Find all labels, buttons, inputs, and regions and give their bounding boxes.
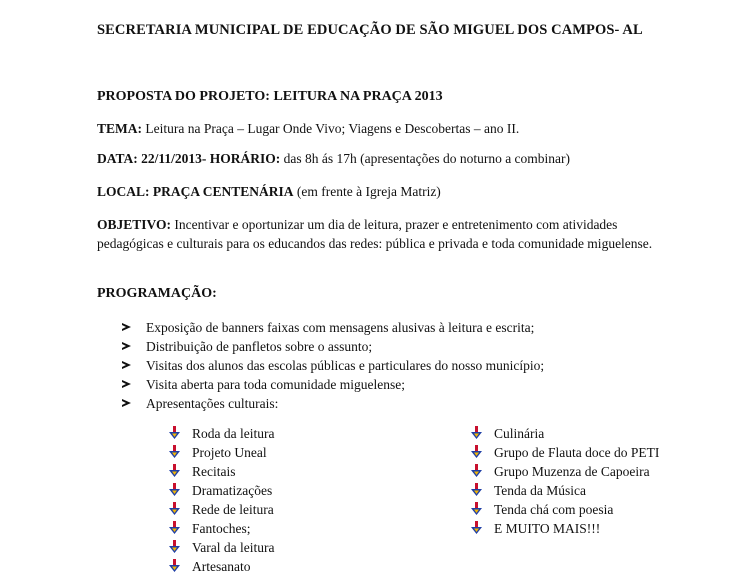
location-value: (em frente à Igreja Matriz) [293, 184, 441, 199]
project-proposal-title: PROPOSTA DO PROJETO: LEITURA NA PRAÇA 2013 [97, 89, 443, 104]
activity-text: Rede de leitura [192, 502, 274, 517]
down-arrow-bullet-icon [470, 426, 484, 440]
date-value: das 8h ás 17h (apresentações do noturno a combinar) [280, 151, 571, 166]
bullet-text: Distribuição de panfletos sobre o assunto; [146, 339, 373, 354]
location-label: LOCAL: PRAÇA CENTENÁRIA [97, 184, 294, 199]
activity-text: Culinária [494, 426, 545, 441]
activity-text: Grupo Muzenza de Capoeira [494, 464, 650, 479]
objective-value: Incentivar e oportunizar um dia de leitura, prazer e entretenimento com atividades pedagógicas e culturais para os educandos das redes: pública e privada e toda comunidade miguelense. [97, 217, 653, 251]
list-item [122, 356, 544, 375]
activities-right-column [470, 424, 664, 538]
down-arrow-bullet-icon [470, 464, 484, 478]
list-item [122, 375, 544, 394]
bullet-text: Visita aberta para toda comunidade miguelense; [146, 377, 405, 392]
list-item [168, 443, 274, 462]
bullet-text: Visitas dos alunos das escolas públicas e particulares do nosso município; [146, 358, 545, 373]
down-arrow-bullet-icon [470, 483, 484, 497]
down-arrow-bullet-icon [168, 445, 182, 459]
arrow-bullet-icon [122, 342, 131, 350]
activities-left-column [168, 424, 274, 576]
arrow-bullet-icon [122, 323, 131, 331]
list-item [168, 557, 274, 576]
objective-paragraph [97, 215, 677, 253]
list-item [470, 519, 664, 538]
arrow-bullet-icon [122, 380, 131, 388]
bullet-text: Apresentações culturais: [146, 396, 279, 411]
list-item [168, 519, 274, 538]
down-arrow-bullet-icon [470, 521, 484, 535]
down-arrow-bullet-icon [470, 502, 484, 516]
theme-label: TEMA: [97, 121, 142, 136]
activity-text: Dramatizações [192, 483, 273, 498]
date-line [97, 150, 570, 167]
down-arrow-bullet-icon [168, 502, 182, 516]
down-arrow-bullet-icon [168, 540, 182, 554]
theme-line [97, 120, 519, 137]
down-arrow-bullet-icon [168, 483, 182, 497]
list-item [122, 337, 544, 356]
arrow-bullet-icon [122, 361, 131, 369]
list-item [168, 481, 274, 500]
activity-text: Roda da leitura [192, 426, 275, 441]
list-item [168, 538, 274, 557]
activity-text: Artesanato [192, 559, 251, 574]
down-arrow-bullet-icon [470, 445, 484, 459]
bullet-text: Exposição de banners faixas com mensagens alusivas à leitura e escrita; [146, 320, 535, 335]
list-item [470, 443, 664, 462]
list-item [122, 318, 544, 337]
activity-text: Fantoches; [192, 521, 251, 536]
program-bullet-list [122, 318, 544, 413]
down-arrow-bullet-icon [168, 521, 182, 535]
activity-text: Tenda chá com poesia [494, 502, 614, 517]
list-item [168, 500, 274, 519]
activity-text: Grupo de Flauta doce do PETI [494, 445, 660, 460]
down-arrow-bullet-icon [168, 464, 182, 478]
arrow-bullet-icon [122, 399, 131, 407]
list-item [470, 462, 664, 481]
list-item [168, 462, 274, 481]
theme-value: Leitura na Praça – Lugar Onde Vivo; Viagens e Descobertas – ano II. [142, 121, 520, 136]
activity-text: Varal da leitura [192, 540, 275, 555]
down-arrow-bullet-icon [168, 559, 182, 573]
activity-text: Projeto Uneal [192, 445, 267, 460]
list-item [470, 500, 664, 519]
program-heading: PROGRAMAÇÃO: [97, 286, 217, 301]
activity-text: E MUITO MAIS!!! [494, 521, 601, 536]
date-label: DATA: 22/11/2013- HORÁRIO: [97, 151, 281, 166]
list-item [168, 424, 274, 443]
list-item [470, 424, 664, 443]
activity-text: Tenda da Música [494, 483, 587, 498]
list-item [470, 481, 664, 500]
activity-text: Recitais [192, 464, 236, 479]
document-header: SECRETARIA MUNICIPAL DE EDUCAÇÃO DE SÃO MIGUEL DOS CAMPOS- AL [97, 22, 643, 38]
down-arrow-bullet-icon [168, 426, 182, 440]
location-line [97, 183, 441, 200]
objective-label: OBJETIVO: [97, 217, 171, 232]
list-item [122, 394, 544, 413]
